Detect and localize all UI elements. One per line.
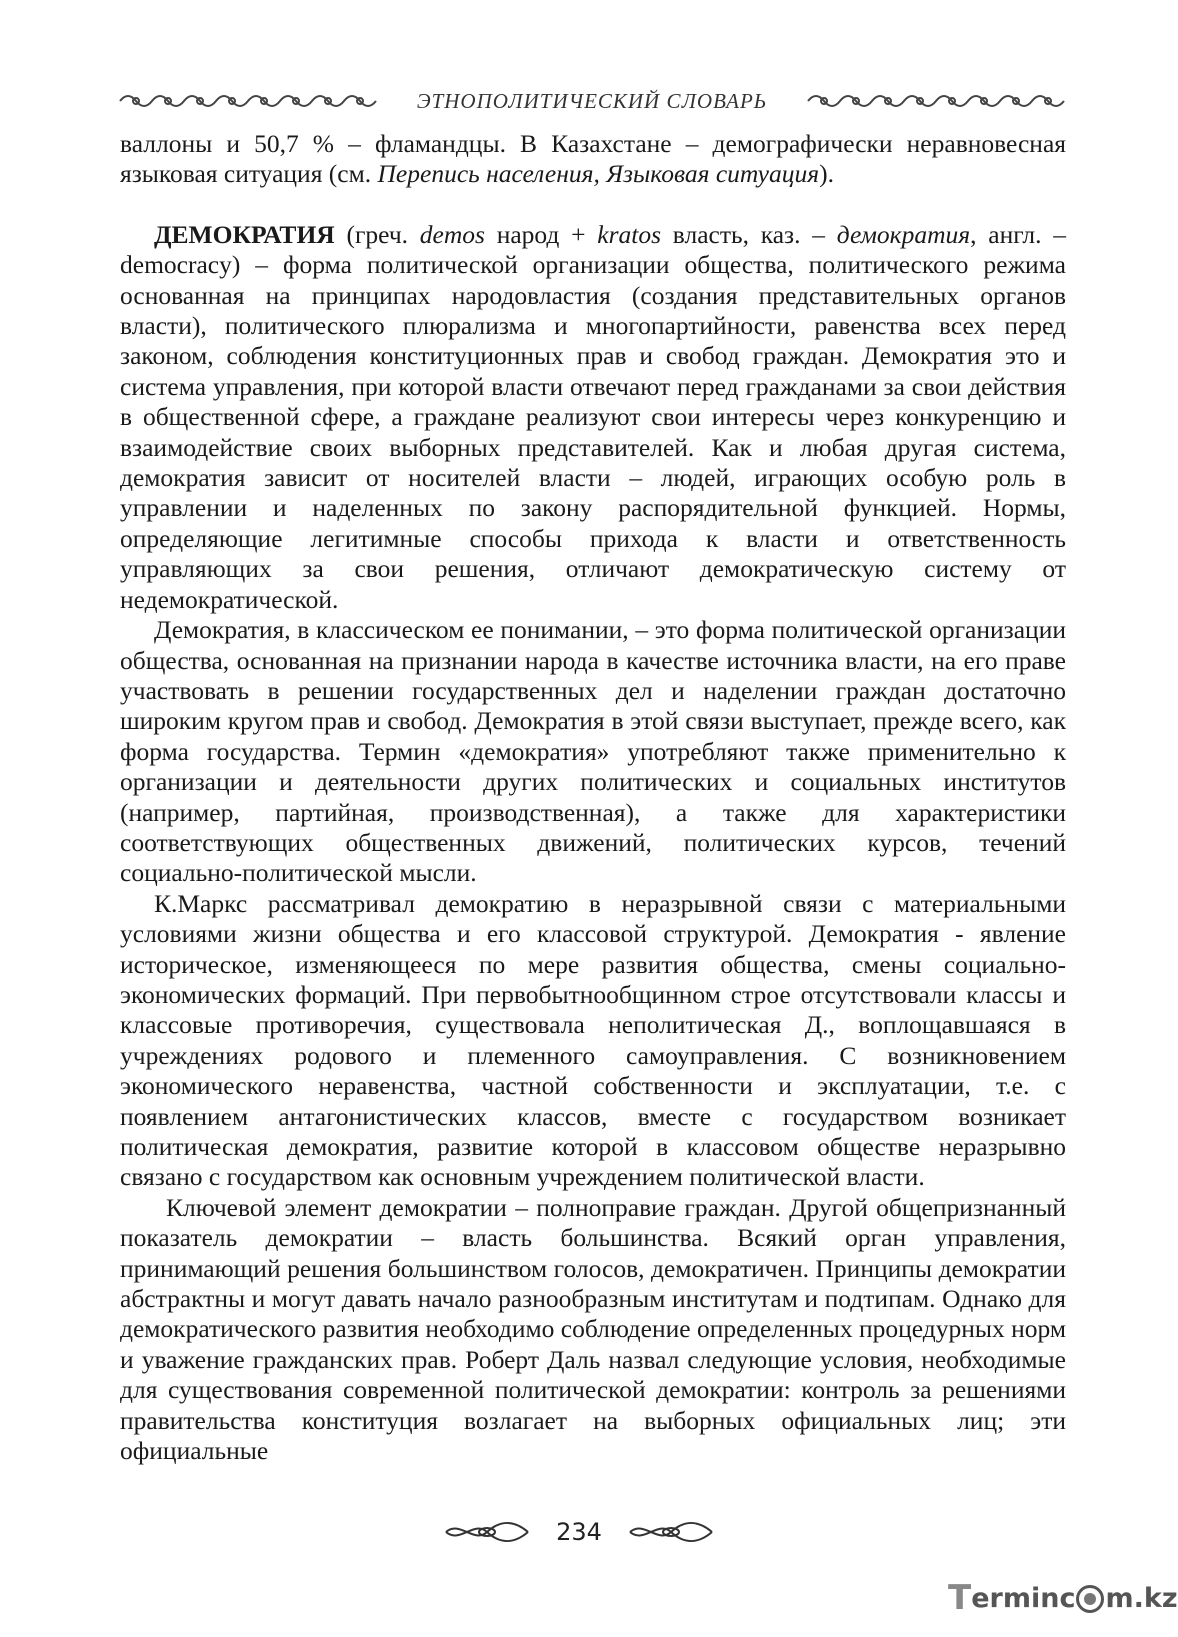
etymology-kratos: kratos xyxy=(597,219,662,249)
etymology-text: (греч. xyxy=(334,219,420,249)
continuation-end: ). xyxy=(819,159,834,189)
paragraph: Ключевой элемент демократии – полноправие граждан. Другой общепризнанный показатель демократии – власть большинства. Всякий орган управления, принимающий решения большинством голосов, демократичен. Пpинципы демократии абстрактны и могут давать начало разнообразным институтам и подтипам. Однако для демократического развития необходимо соблюдение определенных процедурных норм и уважение гражданских прав. Роберт Даль назвал следующие условия, необходимые для существования современной политической демократии: контроль за решениями правительства конституция возлагает на выборных официальных лиц; эти официальные xyxy=(120,1192,1067,1466)
watermark-o-icon xyxy=(1076,1585,1104,1613)
flourish-right-icon xyxy=(628,1520,714,1544)
etymology-text: народ + xyxy=(484,219,598,249)
watermark-domain: m.kz xyxy=(1105,1582,1178,1614)
cross-reference: Перепись населения, Языковая ситуация xyxy=(377,159,820,189)
continuation-text: валлоны и 50,7 % – фламандцы. В Казахстане – демографически неравновесная языковая ситуация (см. xyxy=(120,129,1066,189)
entry-term: ДЕМОКРАТИЯ xyxy=(154,219,335,249)
page-footer xyxy=(0,1512,1158,1552)
ornament-left-icon xyxy=(118,90,378,112)
running-header xyxy=(118,84,1066,118)
entry-paragraph xyxy=(120,220,1066,615)
paragraph: К.Маркс рассматривал демократию в неразрывной связи с материальными условиями жизни общества и его классовой структурой. Демократия - явление историческое, изменяющееся по мере развития общества, смены социально-экономических формаций. Пpи первобытнообщинном строе отсутствовали классы и классовые противоречия, существовала неполитическая Д., воплощавшаяся в учреждениях родового и племенного самоуправления. С возникновением экономического неравенства, частной собственности и эксплуатации, т.е. с появлением антагонистических классов, вместе с государством возникает политическая демократия, развитие которой в классовом обществе неразрывно связано с государством как основным учреждением политической власти. xyxy=(120,888,1066,1192)
ornament-right-icon xyxy=(806,90,1066,112)
etymology-text: власть, каз. – xyxy=(661,219,837,249)
definition-text: , англ. – democracy) – форма политической организации общества, политического режима основанная на принципах народовластия (создания представительных органов власти), политического плюрализма и многопартийности, равенства всех перед законом, соблюдения конституционных прав и свобод граждан. Демократия это и система управления, при которой власти отвечают перед гражданами за свои действия в общественной сфере, а граждане реализуют свои интересы через конкуренцию и взаимодействие своих выборных представителей. Как и любая другая система, демократия зависит от носителей власти – людей, играющих особую роль в управлении и наделенных по закону распорядительной функцией. Нормы, определяющие легитимные способы прихода к власти и ответственность управляющих за свои решения, отличают демократическую систему от недемократической. xyxy=(120,219,1066,614)
etymology-demos: demos xyxy=(419,219,485,249)
watermark-letter-c: c xyxy=(1059,1582,1076,1614)
kazakh-term: демократия xyxy=(836,219,971,249)
flourish-left-icon xyxy=(444,1520,530,1544)
watermark-letter-t: T xyxy=(948,1578,972,1618)
site-watermark xyxy=(948,1578,1178,1618)
running-title: ЭТНОПОЛИТИЧЕСКИЙ СЛОВАРЬ xyxy=(416,88,768,113)
page-number: 234 xyxy=(556,1518,602,1546)
continuation-paragraph xyxy=(120,129,1066,190)
paragraph: Демократия, в классическом ее понимании, – это форма политической организации общества, основанная на признании народа в качестве источника власти, на его праве участвовать в решении государственных дел и наделении граждан достаточно широким кругом прав и свобод. Демократия в этой связи выступает, прежде всего, как форма государства. Термин «демократия» употребляют также применительно к организации и деятельности других политических и социальных институтов (например, партийная, производственная), а также для характеристики соответствующих общественных движений, политических курсов, течений социально-политической мысли. xyxy=(120,615,1066,888)
watermark-text: ermin xyxy=(971,1582,1060,1614)
page-body xyxy=(120,129,1066,1466)
